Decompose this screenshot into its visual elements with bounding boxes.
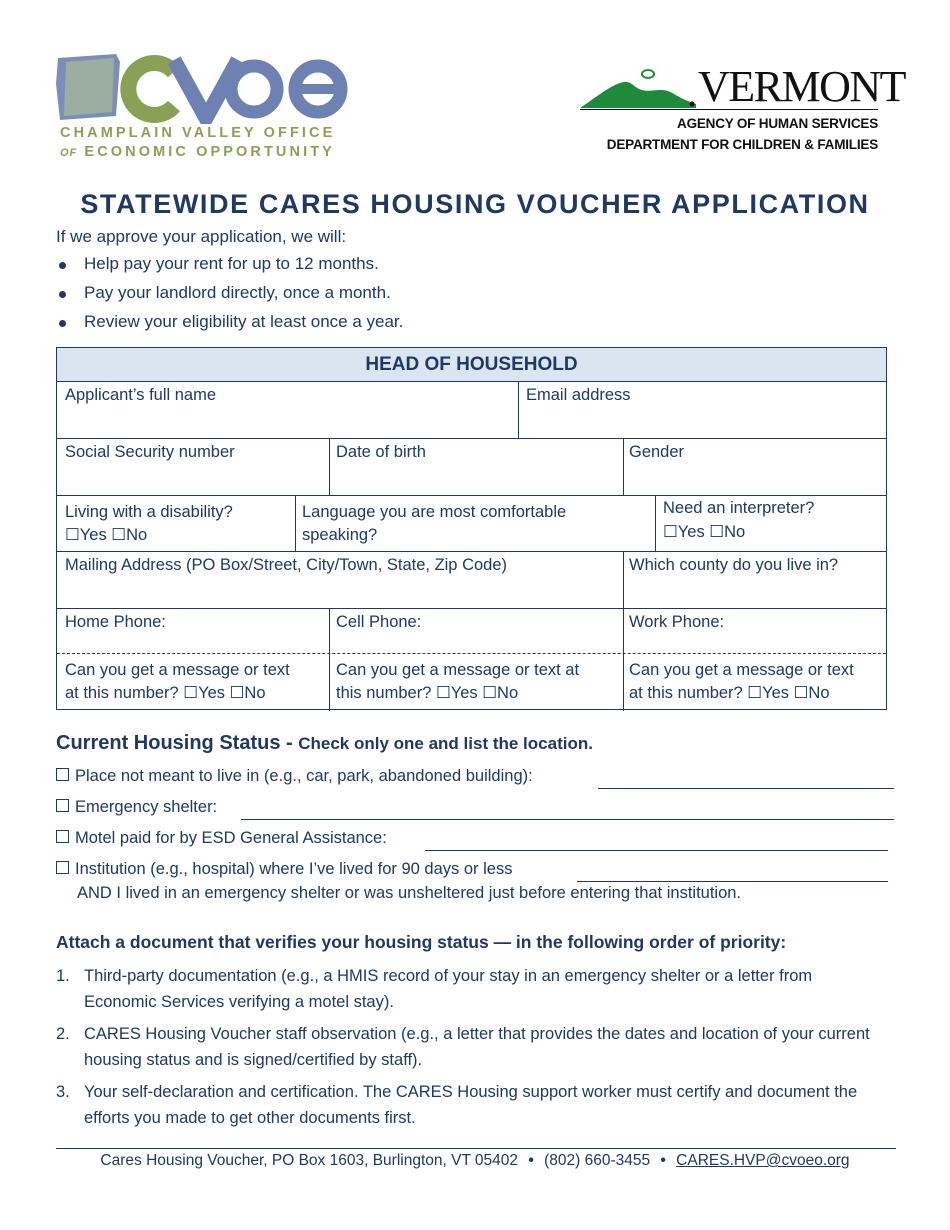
row-divider bbox=[57, 551, 886, 552]
row-divider bbox=[57, 608, 886, 609]
cvoeo-logo bbox=[56, 54, 356, 162]
vermont-department: DEPARTMENT FOR CHILDREN & FAMILIES bbox=[606, 137, 878, 152]
item-text: Third-party documentation (e.g., a HMIS record of your stay in an emergency shelter or a letter from Economic Services verifying a motel stay). bbox=[84, 967, 813, 1011]
vermont-rule bbox=[580, 109, 878, 110]
bullet-icon bbox=[59, 291, 66, 298]
cvoeo-wordmark-graphic bbox=[56, 54, 356, 124]
col-divider bbox=[518, 382, 519, 438]
head-of-household-form bbox=[56, 347, 887, 710]
footer-phone: (802) 660-3455 bbox=[544, 1152, 651, 1169]
checkbox-icon[interactable] bbox=[56, 861, 69, 874]
item-number: 3. bbox=[56, 1083, 70, 1101]
option-label: Motel paid for by ESD General Assistance: bbox=[75, 829, 387, 847]
option-emergency-shelter[interactable] bbox=[56, 798, 217, 817]
intro-lead: If we approve your application, we will: bbox=[56, 227, 347, 246]
work-phone-field[interactable]: Work Phone: bbox=[629, 613, 725, 631]
col-divider bbox=[329, 608, 330, 711]
vermont-logo bbox=[578, 62, 906, 160]
work-message-label: Can you get a message or text bbox=[629, 661, 854, 679]
col-divider bbox=[623, 438, 624, 495]
home-message-checkboxes[interactable]: at this number? ☐Yes ☐No bbox=[65, 684, 266, 702]
checkbox-icon[interactable] bbox=[56, 768, 69, 781]
item-text: CARES Housing Voucher staff observation (e.g., a letter that provides the dates and location of your current housing status and is signed/certified by staff). bbox=[84, 1025, 870, 1069]
option-label: Place not meant to live in (e.g., car, park, abandoned building): bbox=[75, 767, 533, 785]
item-text: Your self-declaration and certification. The CARES Housing support worker must certify and document the efforts you made to get other documents first. bbox=[84, 1083, 858, 1127]
col-divider bbox=[655, 495, 656, 551]
option-motel[interactable] bbox=[56, 829, 387, 848]
option-label: Emergency shelter: bbox=[75, 798, 218, 816]
page-title: STATEWIDE CARES HOUSING VOUCHER APPLICATION bbox=[80, 189, 870, 219]
checkbox-icon[interactable] bbox=[56, 830, 69, 843]
location-line[interactable] bbox=[598, 788, 894, 789]
ssn-field[interactable]: Social Security number bbox=[65, 443, 235, 461]
col-divider bbox=[623, 551, 624, 608]
checkbox-icon[interactable] bbox=[56, 799, 69, 812]
attach-heading: Attach a document that verifies your housing status — in the following order of priority: bbox=[56, 932, 787, 952]
form-header: HEAD OF HOUSEHOLD bbox=[57, 348, 886, 382]
vermont-mountain-icon bbox=[578, 66, 698, 110]
cell-message-checkboxes[interactable]: this number? ☐Yes ☐No bbox=[336, 684, 519, 702]
bullet-icon bbox=[59, 262, 66, 269]
item-number: 1. bbox=[56, 967, 70, 985]
cell-phone-field[interactable]: Cell Phone: bbox=[336, 613, 422, 631]
language-label-2: speaking? bbox=[302, 526, 378, 544]
footer-address: Cares Housing Voucher, PO Box 1603, Burlington, VT 05402 bbox=[100, 1152, 519, 1169]
col-divider bbox=[623, 608, 624, 711]
disability-label: Living with a disability? bbox=[65, 503, 233, 521]
county-field[interactable]: Which county do you live in? bbox=[629, 556, 839, 574]
work-message-checkboxes[interactable]: at this number? ☐Yes ☐No bbox=[629, 684, 830, 702]
cvoeo-line2-text: ECONOMIC OPPORTUNITY bbox=[84, 144, 335, 160]
vermont-wordmark: VERMONT bbox=[698, 62, 906, 111]
vermont-agency: AGENCY OF HUMAN SERVICES bbox=[677, 116, 878, 131]
institution-note: AND I lived in an emergency shelter or was unsheltered just before entering that institution. bbox=[77, 884, 742, 902]
row-divider bbox=[57, 438, 886, 439]
applicant-name-field[interactable]: Applicant’s full name bbox=[65, 386, 217, 404]
disability-checkboxes[interactable]: ☐Yes ☐No bbox=[65, 526, 148, 544]
footer-email-link[interactable]: CARES.HVP@cvoeo.org bbox=[676, 1152, 850, 1169]
cell-message-label: Can you get a message or text at bbox=[336, 661, 580, 679]
interpreter-label: Need an interpreter? bbox=[663, 499, 815, 517]
row-divider bbox=[57, 495, 886, 496]
home-phone-field[interactable]: Home Phone: bbox=[65, 613, 166, 631]
housing-subheading-text: Check only one and list the location. bbox=[298, 734, 593, 753]
mailing-address-field[interactable]: Mailing Address (PO Box/Street, City/Town, State, Zip Code) bbox=[65, 556, 508, 574]
bullet-icon bbox=[59, 320, 66, 327]
cvoeo-name-line2 bbox=[60, 144, 335, 160]
option-label: Institution (e.g., hospital) where I’ve lived for 90 days or less bbox=[75, 860, 513, 878]
interpreter-checkboxes[interactable]: ☐Yes ☐No bbox=[663, 523, 746, 541]
dob-field[interactable]: Date of birth bbox=[336, 443, 426, 461]
row-divider-dashed bbox=[57, 653, 886, 654]
footer bbox=[0, 1152, 950, 1170]
language-label-1: Language you are most comfortable bbox=[302, 503, 567, 521]
col-divider bbox=[329, 438, 330, 495]
item-number: 2. bbox=[56, 1025, 70, 1043]
intro-bullet-3: Review your eligibility at least once a year. bbox=[84, 312, 404, 331]
footer-rule bbox=[56, 1148, 896, 1149]
housing-heading-text: Current Housing Status - bbox=[56, 732, 293, 754]
housing-status-heading bbox=[56, 732, 593, 755]
cvoeo-name-line1: CHAMPLAIN VALLEY OFFICE bbox=[60, 125, 336, 141]
gender-field[interactable]: Gender bbox=[629, 443, 685, 461]
intro-bullet-2: Pay your landlord directly, once a month. bbox=[84, 283, 391, 302]
option-unsheltered[interactable] bbox=[56, 767, 533, 786]
location-line[interactable] bbox=[425, 850, 888, 851]
email-field[interactable]: Email address bbox=[526, 386, 631, 404]
col-divider bbox=[295, 495, 296, 551]
footer-separator: • bbox=[528, 1152, 534, 1169]
cvoeo-of: OF bbox=[60, 147, 78, 159]
intro-bullet-1: Help pay your rent for up to 12 months. bbox=[84, 254, 379, 273]
location-line[interactable] bbox=[577, 881, 888, 882]
home-message-label: Can you get a message or text bbox=[65, 661, 290, 679]
option-institution[interactable] bbox=[56, 860, 512, 879]
footer-separator: • bbox=[660, 1152, 666, 1169]
location-line[interactable] bbox=[241, 819, 894, 820]
